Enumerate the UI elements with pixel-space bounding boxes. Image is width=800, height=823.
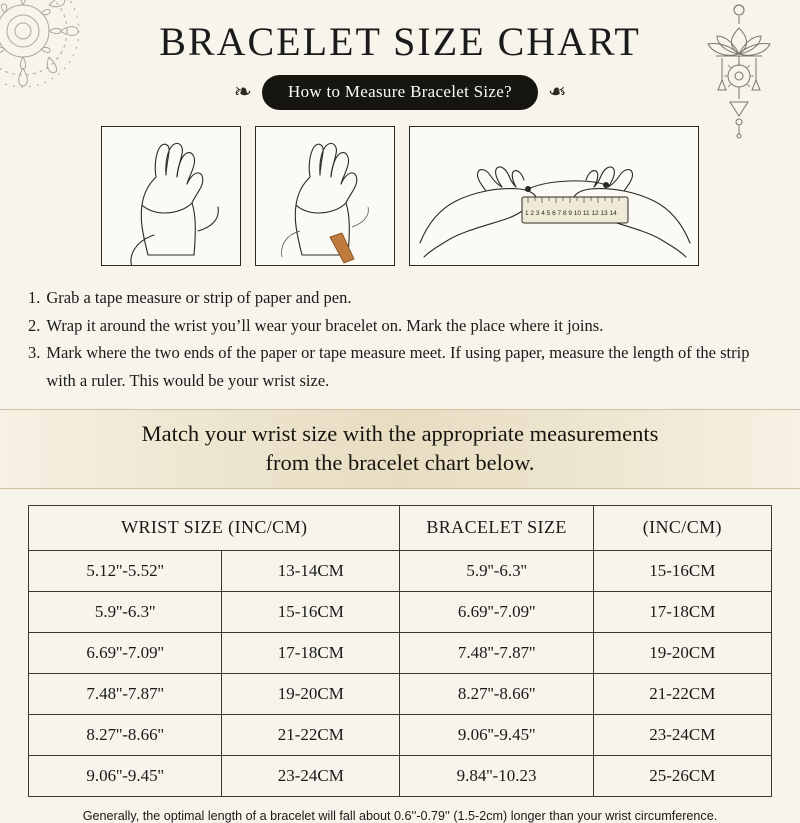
cell-bracelet-cm: 15-16CM	[593, 550, 771, 591]
page-title: BRACELET SIZE CHART	[159, 19, 641, 64]
cell-bracelet-inch: 5.9''-6.3''	[400, 550, 593, 591]
flourish-left-icon: ❧	[233, 80, 253, 105]
step-text: Grab a tape measure or strip of paper and pen.	[46, 288, 352, 307]
table-row	[29, 714, 772, 755]
cell-bracelet-cm: 19-20CM	[593, 632, 771, 673]
svg-text:1 2 3 4 5 6 7 8 9 10 11 12 13: 1 2 3 4 5 6 7 8 9 10 11 12 13 14	[525, 210, 617, 217]
footnote-text: Generally, the optimal length of a bracelet will fall about 0.6''-0.79'' (1.5-2cm) longer than your wrist circumference.	[82, 808, 718, 823]
cell-wrist-inch: 9.06''-9.45''	[29, 755, 222, 796]
step-text: Mark where the two ends of the paper or tape measure meet. If using paper, measure the length of the strip with a ruler. This would be your wrist size.	[46, 343, 750, 391]
subtitle-row	[0, 75, 800, 110]
cell-wrist-inch: 5.12''-5.52''	[29, 550, 222, 591]
subtitle-pill: How to Measure Bracelet Size?	[262, 75, 538, 110]
cell-wrist-cm: 23-24CM	[222, 755, 400, 796]
step-number: 2.	[28, 315, 41, 335]
lotus-ornament-icon	[684, 2, 794, 142]
cell-wrist-cm: 17-18CM	[222, 632, 400, 673]
table-row	[29, 755, 772, 796]
list-item	[28, 284, 772, 312]
cell-wrist-inch: 5.9''-6.3''	[29, 591, 222, 632]
cell-wrist-inch: 8.27''-8.66''	[29, 714, 222, 755]
cell-bracelet-inch: 9.84''-10.23	[400, 755, 593, 796]
cell-bracelet-cm: 23-24CM	[593, 714, 771, 755]
table-row	[29, 632, 772, 673]
column-header-bracelet-cm: (INC/CM)	[593, 505, 771, 550]
cell-wrist-cm: 13-14CM	[222, 550, 400, 591]
cell-wrist-inch: 6.69''-7.09''	[29, 632, 222, 673]
step-text: Wrap it around the wrist you’ll wear your bracelet on. Mark the place where it joins.	[46, 315, 604, 335]
step-number: 1.	[28, 288, 41, 307]
size-table	[28, 505, 772, 797]
cell-wrist-cm: 15-16CM	[222, 591, 400, 632]
step-number: 3.	[28, 343, 41, 363]
two-hands-measuring-strip-with-ruler-image	[409, 126, 699, 266]
cell-wrist-inch: 7.48''-7.87''	[29, 673, 222, 714]
flourish-right-icon: ❧	[547, 80, 567, 105]
column-header-bracelet-size: BRACELET SIZE	[400, 505, 593, 550]
cell-bracelet-cm: 17-18CM	[593, 591, 771, 632]
banner-line-1: Match your wrist size with the appropriate measurements	[141, 421, 659, 447]
cell-bracelet-inch: 9.06''-9.45''	[400, 714, 593, 755]
cell-bracelet-inch: 8.27''-8.66''	[400, 673, 593, 714]
cell-bracelet-cm: 21-22CM	[593, 673, 771, 714]
cell-bracelet-cm: 25-26CM	[593, 755, 771, 796]
cell-bracelet-inch: 7.48''-7.87''	[400, 632, 593, 673]
table-row	[29, 591, 772, 632]
instruction-image-row	[0, 126, 800, 266]
banner-line-2: from the bracelet chart below.	[265, 449, 535, 475]
cell-wrist-cm: 21-22CM	[222, 714, 400, 755]
cell-wrist-cm: 19-20CM	[222, 673, 400, 714]
hand-with-paper-strip-image	[255, 126, 395, 266]
cell-bracelet-inch: 6.69''-7.09''	[400, 591, 593, 632]
size-table-wrapper	[28, 505, 772, 797]
list-item	[28, 339, 772, 394]
list-item	[28, 312, 772, 340]
column-header-wrist-size: WRIST SIZE (INC/CM)	[29, 505, 400, 550]
table-row	[29, 673, 772, 714]
match-size-banner	[0, 409, 800, 489]
hand-with-tape-measure-loop-image	[101, 126, 241, 266]
instruction-steps	[28, 284, 772, 395]
table-header-row	[29, 505, 772, 550]
mandala-ornament-icon	[0, 0, 98, 106]
table-row	[29, 550, 772, 591]
